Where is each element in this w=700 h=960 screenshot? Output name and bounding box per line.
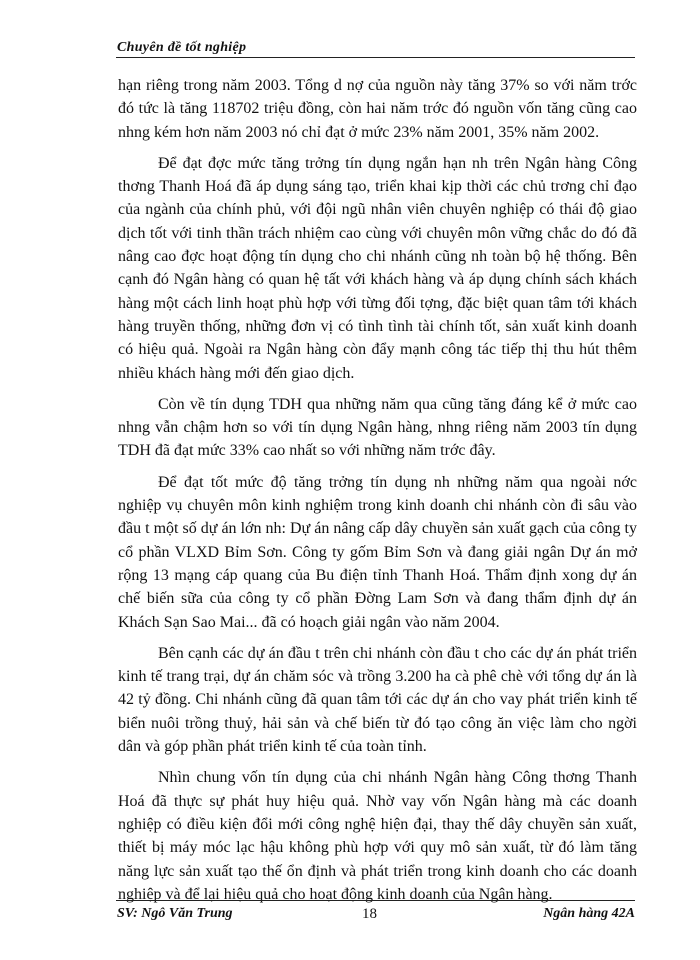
document-body [118, 74, 637, 914]
page-number: 18 [362, 906, 377, 922]
page-footer [117, 906, 635, 926]
paragraph-1: hạn riêng trong năm 2003. Tổng d nợ của nguồn này tăng 37% so với năm trớc đó tức là tăng 118702 triệu đồng, còn hai năm trớc đó nguồn vốn tăng cũng cao nhng kém hơn năm 2003 nó chỉ đạt ở mức 23% năm 2001, 35% năm 2002. [118, 77, 637, 141]
header-title: Chuyên đề tốt nghiệp [117, 40, 247, 55]
footer-class: Ngân hàng 42A [543, 906, 635, 921]
paragraph-5: Bên cạnh các dự án đầu t trên chi nhánh còn đầu t cho các dự án phát triển kinh tế trang trại, dự án chăm sóc và trồng 3.200 ha cà phê chè với tổng dự án là 42 tỷ đồng. Chi nhánh cũng đã quan tâm tới các dự án cho vay phát triển kinh tế biển nuôi trồng thuỷ, hải sản và chế biến từ đó tạo công ăn việc làm cho ngời dân và góp phần phát triển kinh tế của toàn tỉnh. [118, 644, 637, 756]
paragraph-2: Để đạt đợc mức tăng trởng tín dụng ngắn hạn nh trên Ngân hàng Công thơng Thanh Hoá đã áp dụng sáng tạo, triển khai kịp thời các chủ trơng chỉ đạo của ngành của chính phủ, với đội ngũ nhân viên chuyên nghiệp có thái độ giao dịch tốt với tinh thần trách nhiệm cao cùng với chuyên môn vững chắc do đó đã nâng cao đợc hoạt động tín dụng cho chi nhánh cũng nh toàn bộ hệ thống. Bên cạnh đó Ngân hàng có quan hệ tất với khách hàng và áp dụng chính sách khách hàng một cách linh hoạt phù hợp với từng đối tợng, đặc biệt quan tâm tới khách hàng truyền thống, những đơn vị có tình tình tài chính tốt, sản xuất kinh doanh có hiệu quả. Ngoài ra Ngân hàng còn đẩy mạnh công tác tiếp thị thu hút thêm nhiều khách hàng mới đến giao dịch. [118, 154, 637, 382]
footer-author: SV: Ngô Văn Trung [117, 906, 233, 921]
header-divider [116, 57, 635, 58]
paragraph-4: Để đạt tốt mức độ tăng trởng tín dụng nh những năm qua ngoài nớc nghiệp vụ chuyên môn kinh nghiệm trong kinh doanh chi nhánh còn đi sâu vào đầu t một số dự án lớn nh: Dự án nâng cấp dây chuyền sản xuất gạch của công ty cổ phần VLXD Bỉm Sơn. Công ty gốm Bỉm Sơn và đang giải ngân Dự án mở rộng 13 mạng cáp quang của Bu điện tỉnh Thanh Hoá. Thẩm định xong dự án chế biến sữa của công ty cổ phần Đờng Lam Sơn và đang thẩm định dự án Khách Sạn Sao Mai... đã có hoạch giải ngân vào năm 2004. [118, 473, 637, 631]
footer-divider [116, 900, 635, 901]
paragraph-3: Còn về tín dụng TDH qua những năm qua cũng tăng đáng kể ở mức cao nhng vẫn chậm hơn so với tín dụng Ngân hàng, nhng riêng năm 2003 tín dụng TDH đã đạt mức 33% cao nhất so với những năm trớc đây. [118, 395, 637, 460]
paragraph-6: Nhìn chung vốn tín dụng của chi nhánh Ngân hàng Công thơng Thanh Hoá đã thực sự phát huy hiệu quả. Nhờ vay vốn Ngân hàng mà các doanh nghiệp có điều kiện đổi mới công nghệ hiện đại, thay thế dây chuyền sản xuất, thiết bị máy móc lạc hậu không phù hợp với quy mô sản xuất, từ đó làm tăng năng lực sản xuất tạo thế ổn định và phát triển trong kinh doanh cho các doanh nghiệp và để lại hiệu quả cho hoạt động kinh doanh của Ngân hàng. [118, 769, 637, 903]
